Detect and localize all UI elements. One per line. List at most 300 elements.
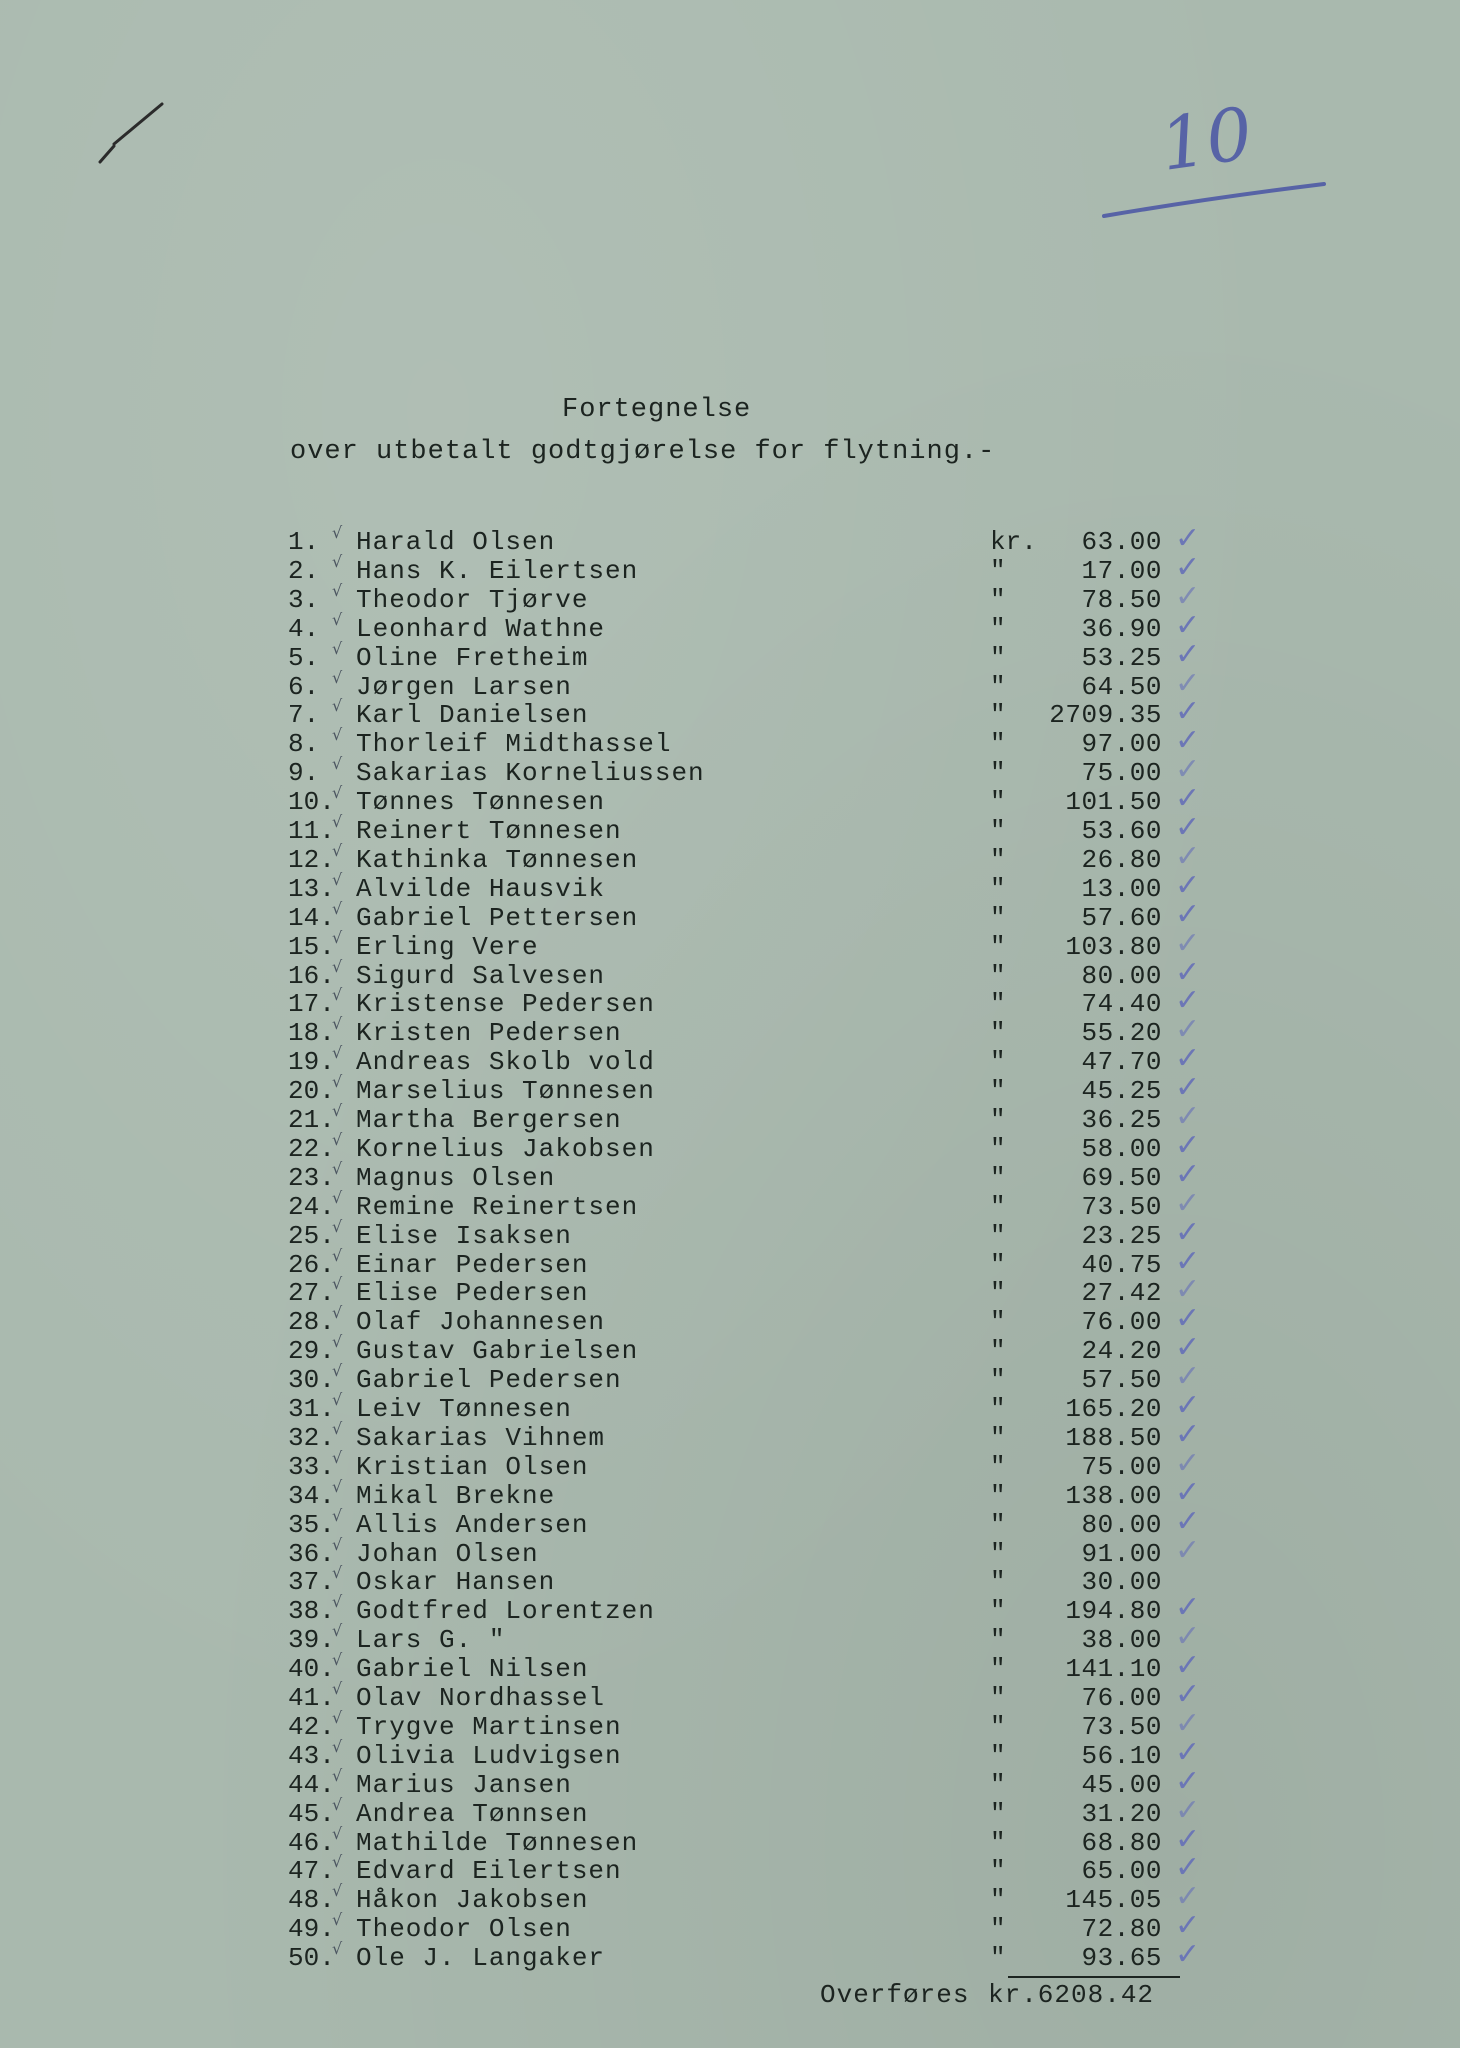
ditto-mark: " bbox=[990, 1654, 1006, 1685]
ditto-mark: " bbox=[990, 1133, 1006, 1164]
list-item bbox=[0, 1850, 1460, 1887]
ditto-mark: " bbox=[990, 1018, 1006, 1049]
entry-number: 23. bbox=[288, 1162, 335, 1193]
list-item bbox=[0, 1532, 1460, 1569]
blue-check-icon: ✓ bbox=[1175, 1590, 1201, 1626]
pencil-check-icon: √ bbox=[332, 1823, 343, 1843]
blue-check-icon: ✓ bbox=[1175, 694, 1201, 730]
list-item bbox=[0, 1041, 1460, 1078]
list-item bbox=[0, 607, 1460, 644]
blue-check-icon: ✓ bbox=[1175, 1127, 1201, 1163]
list-item bbox=[0, 1821, 1460, 1858]
list-item bbox=[0, 1734, 1460, 1771]
blue-check-icon: ✓ bbox=[1175, 954, 1201, 990]
blue-check-icon: ✓ bbox=[1175, 1416, 1201, 1452]
entry-name: Lars G. " bbox=[356, 1625, 506, 1656]
entry-name: Elise Isaksen bbox=[356, 1220, 572, 1251]
entry-amount: 80.00 bbox=[1081, 1509, 1162, 1540]
blue-check-icon: ✓ bbox=[1175, 1792, 1201, 1828]
entry-number: 25. bbox=[288, 1220, 335, 1251]
ditto-mark: " bbox=[990, 1567, 1006, 1598]
entry-name: Olivia Ludvigsen bbox=[356, 1740, 622, 1771]
entry-name: Gustav Gabrielsen bbox=[356, 1336, 639, 1367]
page-number-underline bbox=[1100, 180, 1330, 220]
entry-amount: 138.00 bbox=[1065, 1480, 1162, 1511]
entry-name: Reinert Tønnesen bbox=[356, 816, 622, 846]
list-item bbox=[0, 578, 1460, 615]
list-item bbox=[0, 954, 1460, 991]
entry-number: 29. bbox=[288, 1336, 335, 1367]
list-item bbox=[0, 694, 1460, 731]
ditto-mark: " bbox=[990, 729, 1006, 760]
list-item bbox=[0, 1301, 1460, 1338]
entry-amount: 38.00 bbox=[1081, 1625, 1162, 1656]
list-item bbox=[0, 1388, 1460, 1424]
entry-name: Erling Vere bbox=[356, 931, 539, 962]
list-item bbox=[0, 1070, 1460, 1107]
pencil-check-icon: √ bbox=[332, 1679, 343, 1698]
entry-amount: 91.00 bbox=[1081, 1538, 1162, 1569]
blue-check-icon: ✓ bbox=[1175, 1879, 1201, 1915]
entry-name: Remine Reinertsen bbox=[356, 1191, 639, 1222]
pencil-check-icon: √ bbox=[332, 1505, 343, 1525]
ditto-mark: " bbox=[990, 613, 1006, 644]
entry-name: Theodor Tjørve bbox=[356, 584, 589, 615]
blue-check-icon: ✓ bbox=[1175, 636, 1201, 672]
entry-amount: 74.40 bbox=[1081, 989, 1162, 1020]
entry-name: Ole J. Langaker bbox=[356, 1943, 606, 1974]
entry-name: Godtfred Lorentzen bbox=[356, 1596, 655, 1627]
list-item bbox=[0, 838, 1460, 875]
ditto-mark: " bbox=[990, 816, 1006, 846]
entry-amount: 45.00 bbox=[1081, 1769, 1162, 1800]
entry-number: 3. bbox=[288, 584, 320, 615]
list-item bbox=[0, 752, 1460, 789]
ditto-mark: " bbox=[990, 1162, 1006, 1193]
entry-name: Jørgen Larsen bbox=[356, 671, 572, 702]
entry-amount: 55.20 bbox=[1081, 1018, 1162, 1049]
entry-amount: 141.10 bbox=[1065, 1654, 1162, 1685]
ditto-mark: " bbox=[990, 1105, 1006, 1135]
entry-amount: 40.75 bbox=[1081, 1249, 1162, 1280]
pencil-check-icon: √ bbox=[332, 1158, 343, 1178]
entry-name: Oline Fretheim bbox=[356, 642, 589, 673]
blue-check-icon: ✓ bbox=[1175, 1734, 1201, 1770]
blue-check-icon: ✓ bbox=[1175, 1763, 1201, 1799]
entry-amount: 53.25 bbox=[1081, 642, 1162, 673]
ditto-mark: " bbox=[990, 931, 1006, 962]
list-item bbox=[0, 1243, 1460, 1280]
pencil-check-icon: √ bbox=[332, 1187, 343, 1207]
entry-amount: 27.42 bbox=[1081, 1278, 1162, 1309]
entry-amount: 145.05 bbox=[1065, 1885, 1162, 1916]
entry-number: 41. bbox=[288, 1683, 335, 1713]
entry-number: 44. bbox=[288, 1769, 335, 1800]
entry-number: 22. bbox=[288, 1133, 335, 1164]
entry-amount: 80.00 bbox=[1081, 960, 1162, 991]
entry-number: 39. bbox=[288, 1625, 335, 1656]
ditto-mark: " bbox=[990, 1365, 1006, 1396]
list-item bbox=[0, 549, 1460, 586]
pencil-check-icon: √ bbox=[332, 725, 343, 745]
total-value: kr.6208.42 bbox=[988, 1980, 1155, 2010]
list-item bbox=[0, 1445, 1460, 1482]
entry-amount: 26.80 bbox=[1081, 844, 1162, 875]
entry-amount: 76.00 bbox=[1081, 1307, 1162, 1338]
entry-amount: 73.50 bbox=[1081, 1191, 1162, 1222]
ditto-mark: " bbox=[990, 642, 1006, 673]
pencil-check-icon: √ bbox=[332, 1216, 343, 1236]
pencil-check-icon: √ bbox=[332, 1707, 343, 1727]
entry-name: Leiv Tønnesen bbox=[356, 1394, 572, 1424]
entry-name: Mathilde Tønnesen bbox=[356, 1827, 639, 1858]
entry-amount: 63.00 bbox=[1081, 527, 1162, 557]
entry-amount: 57.60 bbox=[1081, 902, 1162, 933]
entry-name: Karl Danielsen bbox=[356, 700, 589, 731]
list-item bbox=[0, 1503, 1460, 1540]
entry-name: Allis Andersen bbox=[356, 1509, 589, 1540]
entry-name: Hans K. Eilertsen bbox=[356, 555, 639, 586]
pencil-check-icon: √ bbox=[332, 696, 343, 716]
ditto-mark: " bbox=[990, 555, 1006, 586]
entry-name: Martha Bergersen bbox=[356, 1105, 622, 1135]
list-item bbox=[0, 1214, 1460, 1251]
entry-name: Kristense Pedersen bbox=[356, 989, 655, 1020]
entry-name: Kristian Olsen bbox=[356, 1451, 589, 1482]
blue-check-icon: ✓ bbox=[1175, 723, 1201, 759]
entry-amount: 78.50 bbox=[1081, 584, 1162, 615]
list-item bbox=[0, 1330, 1460, 1367]
list-item bbox=[0, 867, 1460, 904]
blue-check-icon: ✓ bbox=[1175, 1850, 1201, 1886]
pencil-check-icon: √ bbox=[332, 1852, 343, 1872]
entry-name: Johan Olsen bbox=[356, 1538, 539, 1569]
blue-check-icon: ✓ bbox=[1175, 1330, 1201, 1366]
entry-number: 8. bbox=[288, 729, 320, 760]
blue-check-icon: ✓ bbox=[1175, 1041, 1201, 1077]
entry-amount: 45.25 bbox=[1081, 1076, 1162, 1107]
blue-check-icon: ✓ bbox=[1175, 810, 1201, 845]
pencil-check-icon: √ bbox=[332, 840, 343, 860]
blue-check-icon: ✓ bbox=[1175, 1474, 1201, 1510]
ditto-mark: " bbox=[990, 1191, 1006, 1222]
pencil-check-icon: √ bbox=[332, 1418, 343, 1438]
entry-amount: 31.20 bbox=[1081, 1798, 1162, 1829]
pencil-check-icon: √ bbox=[332, 1129, 343, 1149]
blue-check-icon: ✓ bbox=[1175, 1619, 1201, 1655]
entry-number: 49. bbox=[288, 1914, 335, 1945]
entry-name: Harald Olsen bbox=[356, 527, 556, 557]
blue-check-icon: ✓ bbox=[1175, 1214, 1201, 1250]
entry-name: Oskar Hansen bbox=[356, 1567, 556, 1598]
entry-name: Edvard Eilertsen bbox=[356, 1856, 622, 1887]
entry-number: 12. bbox=[288, 844, 335, 875]
entry-amount: 57.50 bbox=[1081, 1365, 1162, 1396]
entry-name: Tønnes Tønnesen bbox=[356, 787, 606, 818]
blue-check-icon: ✓ bbox=[1175, 1070, 1201, 1106]
blue-check-icon: ✓ bbox=[1175, 607, 1201, 643]
pencil-tick-mark bbox=[92, 100, 172, 170]
pencil-check-icon: √ bbox=[332, 1736, 343, 1756]
list-item bbox=[0, 1648, 1460, 1685]
entry-number: 11. bbox=[288, 816, 335, 846]
list-item bbox=[0, 1099, 1460, 1135]
entry-number: 36. bbox=[288, 1538, 335, 1569]
ditto-mark: " bbox=[990, 1683, 1006, 1713]
blue-check-icon: ✓ bbox=[1175, 1272, 1201, 1308]
ditto-mark: " bbox=[990, 1451, 1006, 1482]
list-item bbox=[0, 1272, 1460, 1309]
entry-name: Theodor Olsen bbox=[356, 1914, 572, 1945]
entry-number: 18. bbox=[288, 1018, 335, 1049]
entry-name: Olaf Johannesen bbox=[356, 1307, 606, 1338]
ditto-mark: " bbox=[990, 1885, 1006, 1916]
entry-amount: 72.80 bbox=[1081, 1914, 1162, 1945]
pencil-check-icon: √ bbox=[332, 1534, 343, 1554]
ditto-mark: " bbox=[990, 1047, 1006, 1078]
list-item bbox=[0, 983, 1460, 1020]
entry-name: Kristen Pedersen bbox=[356, 1018, 622, 1049]
blue-check-icon: ✓ bbox=[1175, 1388, 1201, 1423]
entry-number: 5. bbox=[288, 642, 320, 673]
blue-check-icon: ✓ bbox=[1175, 1648, 1201, 1684]
entry-number: 38. bbox=[288, 1596, 335, 1627]
pencil-check-icon: √ bbox=[332, 1592, 343, 1612]
pencil-check-icon: √ bbox=[332, 1072, 343, 1092]
entry-name: Håkon Jakobsen bbox=[356, 1885, 589, 1916]
ditto-mark: " bbox=[990, 1596, 1006, 1627]
ditto-mark: " bbox=[990, 1798, 1006, 1829]
entry-number: 30. bbox=[288, 1365, 335, 1396]
entry-amount: 17.00 bbox=[1081, 555, 1162, 586]
entry-name: Gabriel Pettersen bbox=[356, 902, 639, 933]
entry-number: 42. bbox=[288, 1711, 335, 1742]
entry-amount: 188.50 bbox=[1065, 1422, 1162, 1453]
pencil-check-icon: √ bbox=[332, 1939, 343, 1959]
entry-number: 28. bbox=[288, 1307, 335, 1338]
pencil-check-icon: √ bbox=[332, 1274, 343, 1294]
blue-check-icon: ✓ bbox=[1175, 578, 1201, 614]
entry-number: 13. bbox=[288, 873, 335, 904]
ditto-mark: " bbox=[990, 1422, 1006, 1453]
entry-name: Elise Pedersen bbox=[356, 1278, 589, 1309]
list-item bbox=[0, 1677, 1460, 1713]
pencil-check-icon: √ bbox=[332, 1447, 343, 1467]
sum-underline bbox=[1008, 1976, 1180, 1978]
pencil-check-icon: √ bbox=[332, 1765, 343, 1785]
list-item bbox=[0, 925, 1460, 962]
blue-check-icon: ✓ bbox=[1175, 781, 1201, 817]
blue-check-icon: ✓ bbox=[1175, 1705, 1201, 1741]
ditto-mark: " bbox=[990, 902, 1006, 933]
blue-check-icon: ✓ bbox=[1175, 665, 1201, 701]
ditto-mark: " bbox=[990, 844, 1006, 875]
entry-number: 43. bbox=[288, 1740, 335, 1771]
pencil-check-icon: √ bbox=[332, 1043, 343, 1063]
blue-check-icon: ✓ bbox=[1175, 1532, 1201, 1568]
ditto-mark: " bbox=[990, 1538, 1006, 1569]
ditto-mark: " bbox=[990, 671, 1006, 702]
entry-number: 47. bbox=[288, 1856, 335, 1887]
entry-name: Olav Nordhassel bbox=[356, 1683, 606, 1713]
list-item bbox=[0, 636, 1460, 673]
entry-number: 9. bbox=[288, 758, 320, 789]
pencil-check-icon: √ bbox=[332, 1621, 343, 1641]
list-item bbox=[0, 896, 1460, 933]
pencil-check-icon: √ bbox=[332, 1794, 343, 1814]
blue-check-icon: ✓ bbox=[1175, 1821, 1201, 1857]
entry-amount: 101.50 bbox=[1065, 787, 1162, 818]
pencil-check-icon: √ bbox=[332, 667, 343, 687]
blue-check-icon: ✓ bbox=[1175, 1445, 1201, 1481]
pencil-check-icon: √ bbox=[332, 869, 343, 889]
pencil-check-icon: √ bbox=[332, 609, 343, 629]
list-item bbox=[0, 1185, 1460, 1222]
entry-name: Gabriel Nilsen bbox=[356, 1654, 589, 1685]
entry-name: Alvilde Hausvik bbox=[356, 873, 606, 904]
list-item bbox=[0, 1590, 1460, 1627]
entry-amount: 36.25 bbox=[1081, 1105, 1162, 1135]
ditto-mark: " bbox=[990, 1827, 1006, 1858]
blue-check-icon: ✓ bbox=[1175, 549, 1201, 585]
document-title: Fortegnelse bbox=[562, 395, 752, 425]
pencil-check-icon: √ bbox=[332, 985, 343, 1005]
pencil-check-icon: √ bbox=[332, 1476, 343, 1496]
ditto-mark: " bbox=[990, 989, 1006, 1020]
list-item bbox=[0, 1416, 1460, 1453]
blue-check-icon: ✓ bbox=[1175, 1185, 1201, 1221]
ditto-mark: " bbox=[990, 1278, 1006, 1309]
entry-name: Kathinka Tønnesen bbox=[356, 844, 639, 875]
list-item bbox=[0, 1127, 1460, 1164]
ditto-mark: " bbox=[990, 1220, 1006, 1251]
entry-number: 50. bbox=[288, 1943, 335, 1974]
ditto-mark: " bbox=[990, 1711, 1006, 1742]
entry-name: Mikal Brekne bbox=[356, 1480, 556, 1511]
ditto-mark: " bbox=[990, 1249, 1006, 1280]
list-item bbox=[0, 1012, 1460, 1049]
list-item bbox=[0, 1763, 1460, 1800]
entry-name: Kornelius Jakobsen bbox=[356, 1133, 655, 1164]
list-item bbox=[0, 1937, 1460, 1974]
blue-check-icon: ✓ bbox=[1175, 983, 1201, 1019]
blue-check-icon: ✓ bbox=[1175, 752, 1201, 788]
pencil-check-icon: √ bbox=[332, 956, 343, 976]
pencil-check-icon: √ bbox=[332, 1014, 343, 1034]
pencil-check-icon: √ bbox=[332, 783, 343, 803]
list-item bbox=[0, 810, 1460, 846]
entry-number: 2. bbox=[288, 555, 320, 586]
entry-amount: 76.00 bbox=[1081, 1683, 1162, 1713]
blue-check-icon: ✓ bbox=[1175, 1677, 1201, 1712]
entry-amount: 47.70 bbox=[1081, 1047, 1162, 1078]
pencil-check-icon: √ bbox=[332, 1303, 343, 1323]
entry-amount: 65.00 bbox=[1081, 1856, 1162, 1887]
blue-check-icon: ✓ bbox=[1175, 1243, 1201, 1279]
entry-amount: 30.00 bbox=[1081, 1567, 1162, 1598]
entry-name: Gabriel Pedersen bbox=[356, 1365, 622, 1396]
blue-check-icon: ✓ bbox=[1175, 1503, 1201, 1539]
entry-number: 31. bbox=[288, 1394, 335, 1424]
entry-number: 35. bbox=[288, 1509, 335, 1540]
ditto-mark: " bbox=[990, 873, 1006, 904]
list-item bbox=[0, 781, 1460, 818]
entry-name: Leonhard Wathne bbox=[356, 613, 606, 644]
entry-number: 4. bbox=[288, 613, 320, 644]
list-item bbox=[0, 723, 1460, 760]
entry-amount: 58.00 bbox=[1081, 1133, 1162, 1164]
entry-number: 21. bbox=[288, 1105, 335, 1135]
entry-number: 37. bbox=[288, 1567, 335, 1598]
entry-amount: 69.50 bbox=[1081, 1162, 1162, 1193]
document-subtitle: over utbetalt godtgjørelse for flytning.- bbox=[290, 437, 996, 467]
entry-number: 45. bbox=[288, 1798, 335, 1829]
pencil-check-icon: √ bbox=[332, 523, 343, 542]
entry-name: Marselius Tønnesen bbox=[356, 1076, 655, 1107]
blue-check-icon: ✓ bbox=[1175, 1156, 1201, 1192]
total-label: Overføres bbox=[820, 1980, 970, 2010]
list-item bbox=[0, 1563, 1460, 1598]
entry-name: Marius Jansen bbox=[356, 1769, 572, 1800]
entry-number: 33. bbox=[288, 1451, 335, 1482]
blue-check-icon: ✓ bbox=[1175, 1359, 1201, 1395]
ditto-mark: " bbox=[990, 1076, 1006, 1107]
pencil-check-icon: √ bbox=[332, 927, 343, 947]
blue-check-icon: ✓ bbox=[1175, 838, 1201, 874]
entry-number: 15. bbox=[288, 931, 335, 962]
ditto-mark: " bbox=[990, 1509, 1006, 1540]
list-item bbox=[0, 1359, 1460, 1396]
list-item bbox=[0, 1156, 1460, 1193]
pencil-check-icon: √ bbox=[332, 1910, 343, 1930]
ditto-mark: " bbox=[990, 1625, 1006, 1656]
ditto-mark: " bbox=[990, 1394, 1006, 1424]
entry-amount: 103.80 bbox=[1065, 931, 1162, 962]
pencil-check-icon: √ bbox=[332, 1361, 343, 1381]
ditto-mark: " bbox=[990, 1336, 1006, 1367]
entry-number: 1. bbox=[288, 527, 320, 557]
pencil-check-icon: √ bbox=[332, 812, 343, 831]
list-item bbox=[0, 1619, 1460, 1656]
pencil-check-icon: √ bbox=[332, 1650, 343, 1670]
entry-name: Andreas Skolb vold bbox=[356, 1047, 655, 1078]
entry-number: 19. bbox=[288, 1047, 335, 1078]
entry-name: Magnus Olsen bbox=[356, 1162, 556, 1193]
entry-amount: 36.90 bbox=[1081, 613, 1162, 644]
entry-name: Einar Pedersen bbox=[356, 1249, 589, 1280]
pencil-check-icon: √ bbox=[332, 898, 343, 918]
entry-number: 26. bbox=[288, 1249, 335, 1280]
entry-number: 14. bbox=[288, 902, 335, 933]
entry-number: 16. bbox=[288, 960, 335, 991]
ditto-mark: " bbox=[990, 1943, 1006, 1974]
entry-amount: 64.50 bbox=[1081, 671, 1162, 702]
entry-number: 48. bbox=[288, 1885, 335, 1916]
entry-number: 32. bbox=[288, 1422, 335, 1453]
pencil-check-icon: √ bbox=[332, 1390, 343, 1409]
entry-number: 27. bbox=[288, 1278, 335, 1309]
list-item bbox=[0, 1705, 1460, 1742]
pencil-check-icon: √ bbox=[332, 638, 343, 658]
entry-amount: 13.00 bbox=[1081, 873, 1162, 904]
ditto-mark: " bbox=[990, 787, 1006, 818]
list-item bbox=[0, 665, 1460, 702]
pencil-check-icon: √ bbox=[332, 580, 343, 600]
pencil-check-icon: √ bbox=[332, 1563, 343, 1583]
blue-check-icon: ✓ bbox=[1175, 896, 1201, 932]
entry-amount: 194.80 bbox=[1065, 1596, 1162, 1627]
pencil-check-icon: √ bbox=[332, 754, 343, 774]
